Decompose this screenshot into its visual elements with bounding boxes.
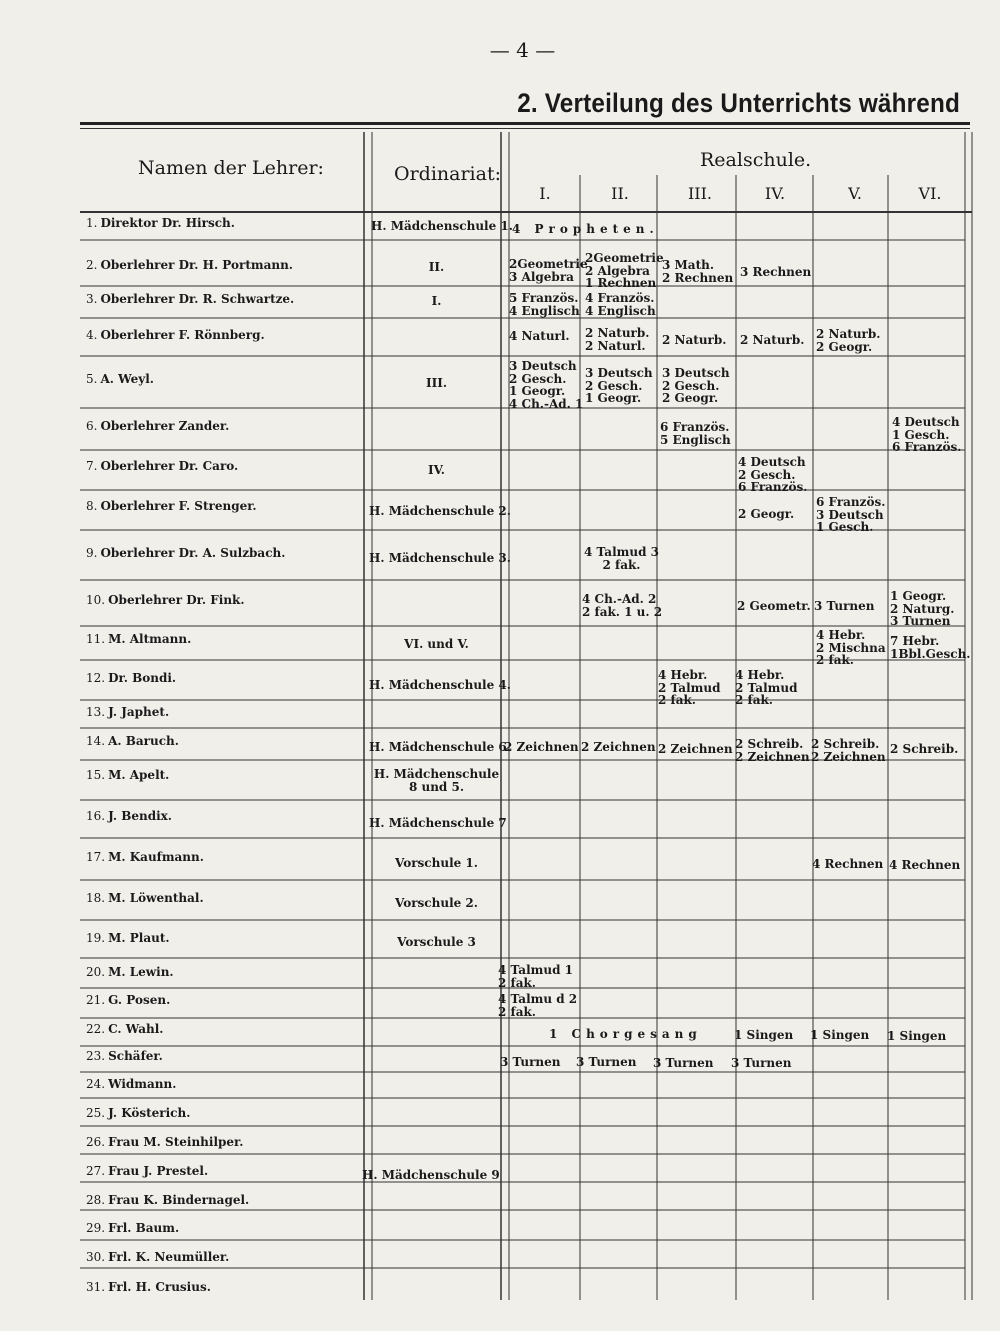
ordinariat-entry: H. Mädchenschule 9 [362, 1168, 500, 1182]
teacher-row [86, 1135, 243, 1149]
teacher-name: Oberlehrer F. Rönnberg. [100, 328, 265, 342]
header-realschule: Realschule. [700, 149, 812, 171]
cell-propheten: 4 Propheten. [512, 222, 659, 236]
teacher-name: Widmann. [108, 1077, 177, 1091]
teacher-name: Oberlehrer Dr. H. Portmann. [100, 258, 293, 272]
teacher-number: 7. [86, 459, 98, 473]
teacher-row [86, 258, 293, 272]
cell: 4 Talmud 3 2 fak. [584, 545, 659, 572]
teacher-name: G. Posen. [108, 993, 171, 1007]
teacher-name: Frl. K. Neumüller. [108, 1250, 230, 1264]
cell: 3 Turnen [653, 1056, 714, 1070]
cell: 4 Hebr. 2 Talmud 2 fak. [658, 668, 721, 707]
teacher-number: 19. [86, 931, 106, 945]
ordinariat-entry: Vorschule 2. [395, 896, 478, 910]
teacher-number: 27. [86, 1164, 106, 1178]
cell: 2 Schreib. 2 Zeichnen [735, 737, 810, 764]
ordinariat-entry: IV. [427, 463, 445, 477]
cell: 2 Naturb. [662, 333, 727, 347]
teacher-number: 31. [86, 1280, 106, 1294]
header-ordinariat: Ordinariat: [394, 163, 501, 185]
teacher-row [86, 372, 154, 386]
top-rule [80, 122, 970, 125]
teacher-number: 1. [86, 216, 98, 230]
teacher-number: 4. [86, 328, 98, 342]
teacher-row [86, 1049, 163, 1063]
cell: 2 Zeichnen [581, 740, 656, 754]
cell: 2 Schreib. 2 Zeichnen [811, 737, 886, 764]
teacher-row [86, 993, 170, 1007]
teacher-row [86, 459, 238, 473]
teacher-name: Frl. Baum. [108, 1221, 180, 1235]
teacher-name: M. Apelt. [108, 768, 170, 782]
ordinariat-entry: H. Mädchenschule 7 [369, 816, 507, 830]
class-header-2: II. [611, 184, 629, 203]
teacher-row [86, 1164, 208, 1178]
teacher-name: J. Kösterich. [108, 1106, 191, 1120]
teacher-number: 6. [86, 419, 98, 433]
cell: 3 Turnen [731, 1056, 792, 1070]
cell: 4 Talmu d 2 2 fak. [498, 992, 578, 1019]
teacher-name: A. Weyl. [100, 372, 154, 386]
teacher-number: 28. [86, 1193, 106, 1207]
cell: 2 Zeichnen [504, 740, 579, 754]
teacher-name: M. Lewin. [108, 965, 174, 979]
teacher-name: Dr. Bondi. [108, 671, 177, 685]
teacher-row [86, 546, 285, 560]
teacher-number: 30. [86, 1250, 106, 1264]
teacher-row [86, 328, 265, 342]
ordinariat-entry: H. Mädchenschule 2. [369, 504, 511, 518]
teacher-row [86, 850, 204, 864]
teacher-name: Oberlehrer F. Strenger. [100, 499, 257, 513]
cell: 2 Zeichnen [658, 742, 733, 756]
teacher-number: 29. [86, 1221, 106, 1235]
teacher-number: 22. [86, 1022, 106, 1036]
teacher-row [86, 891, 204, 905]
teacher-name: Direktor Dr. Hirsch. [100, 216, 235, 230]
teacher-row [86, 593, 245, 607]
teacher-name: J. Bendix. [108, 809, 172, 823]
teacher-row [86, 499, 257, 513]
document-title: 2. Verteilung des Unterrichts während [517, 88, 960, 118]
teacher-row [86, 809, 172, 823]
teacher-row [86, 419, 229, 433]
teacher-row [86, 292, 294, 306]
ordinariat-entry: H. Mädchenschule 3. [369, 551, 511, 565]
teacher-number: 14. [86, 734, 106, 748]
teacher-row [86, 768, 169, 782]
class-header-1: I. [539, 184, 551, 203]
teacher-number: 18. [86, 891, 106, 905]
teacher-row [86, 671, 176, 685]
cell: 5 Französ. 4 Englisch [509, 291, 580, 318]
cell: 3 Turnen [576, 1055, 637, 1069]
teacher-row [86, 1193, 249, 1207]
cell: 2Geometrie 3 Algebra [509, 257, 588, 284]
teacher-name: Frau J. Prestel. [108, 1164, 209, 1178]
teacher-name: M. Löwenthal. [108, 891, 204, 905]
cell: 1 Singen [734, 1028, 794, 1042]
teacher-number: 2. [86, 258, 98, 272]
header-names: Namen der Lehrer: [138, 157, 324, 179]
teacher-number: 24. [86, 1077, 106, 1091]
teacher-name: Oberlehrer Dr. R. Schwartze. [100, 292, 295, 306]
cell: 3 Deutsch 2 Gesch. 1 Geogr. [585, 366, 653, 405]
teacher-row [86, 965, 174, 979]
teacher-row [86, 931, 170, 945]
teacher-row [86, 632, 191, 646]
teacher-row [86, 734, 179, 748]
teacher-number: 23. [86, 1049, 106, 1063]
ordinariat-entry: H. Mädchenschule 1. [371, 219, 513, 233]
teacher-number: 8. [86, 499, 98, 513]
teacher-number: 9. [86, 546, 98, 560]
class-header-5: V. [848, 184, 862, 203]
teacher-name: C. Wahl. [108, 1022, 164, 1036]
cell: 4 Deutsch 1 Gesch. 6 Französ. [892, 415, 962, 454]
class-header-6: VI. [918, 184, 942, 203]
teacher-number: 21. [86, 993, 106, 1007]
ordinariat-entry: VI. und V. [404, 637, 469, 651]
teacher-name: M. Altmann. [108, 632, 192, 646]
cell: 4 Hebr. 2 Mischna 2 fak. [816, 628, 886, 667]
teacher-row [86, 1106, 190, 1120]
teacher-row [86, 216, 235, 230]
cell: 3 Turnen [500, 1055, 561, 1069]
teacher-name: Oberlehrer Dr. Fink. [108, 593, 245, 607]
cell: 3 Deutsch 2 Gesch. 2 Geogr. [662, 366, 730, 405]
cell: 4 Französ. 4 Englisch [585, 291, 656, 318]
teacher-name: Frau K. Bindernagel. [108, 1193, 250, 1207]
teacher-number: 10. [86, 593, 106, 607]
teacher-number: 17. [86, 850, 106, 864]
teacher-number: 16. [86, 809, 106, 823]
teacher-number: 12. [86, 671, 106, 685]
teacher-name: M. Kaufmann. [108, 850, 204, 864]
teacher-name: Frau M. Steinhilper. [108, 1135, 244, 1149]
teacher-number: 25. [86, 1106, 106, 1120]
teacher-row [86, 1221, 179, 1235]
ordinariat-entry: Vorschule 1. [395, 856, 478, 870]
cell: 3 Rechnen [740, 265, 812, 279]
cell: 3 Turnen [814, 599, 875, 613]
teacher-row [86, 1022, 163, 1036]
teacher-name: Schäfer. [108, 1049, 163, 1063]
class-header-4: IV. [764, 184, 786, 203]
ordinariat-entry: II. [428, 260, 445, 274]
cell: 3 Math. 2 Rechnen [662, 258, 734, 285]
cell: 4 Rechnen [889, 858, 961, 872]
cell: 2 Geogr. [738, 507, 795, 521]
cell: 6 Französ. 3 Deutsch 1 Gesch. [816, 495, 886, 534]
ordinariat-entry: Vorschule 3 [397, 935, 476, 949]
ordinariat-entry: H. Mädchenschule 4. [369, 678, 511, 692]
teacher-number: 26. [86, 1135, 106, 1149]
teacher-name: J. Japhet. [108, 705, 170, 719]
cell: 2 Schreib. [890, 742, 959, 756]
ordinariat-entry: H. Mädchenschule 6. [369, 740, 511, 754]
cell: 4 Deutsch 2 Gesch. 6 Französ. [738, 455, 808, 494]
cell: 1 Geogr. 2 Naturg. 3 Turnen [890, 589, 955, 628]
teacher-row [86, 1250, 229, 1264]
cell-chorgesang: 1 Chorgesang [549, 1027, 702, 1041]
cell: 6 Französ. 5 Englisch [660, 420, 731, 447]
cell: 1 Singen [810, 1028, 870, 1042]
teacher-row [86, 1280, 211, 1294]
cell: 2 Naturb. [740, 333, 805, 347]
cell: 2 Naturb. 2 Naturl. [585, 326, 650, 353]
cell: 2 Geometr. [737, 599, 811, 613]
teacher-row [86, 705, 169, 719]
page-number: — 4 — [489, 38, 556, 62]
teacher-name: Frl. H. Crusius. [108, 1280, 211, 1294]
teacher-row [86, 1077, 176, 1091]
teacher-name: Oberlehrer Zander. [100, 419, 230, 433]
top-rule-thin [80, 128, 970, 129]
teacher-number: 13. [86, 705, 106, 719]
ordinariat-entry: I. [431, 294, 442, 308]
teacher-number: 15. [86, 768, 106, 782]
teacher-number: 11. [86, 632, 106, 646]
ordinariat-entry: III. [425, 376, 448, 390]
cell: 2 Naturb. 2 Geogr. [816, 327, 881, 354]
teacher-name: Oberlehrer Dr. Caro. [100, 459, 239, 473]
cell: 3 Deutsch 2 Gesch. 1 Geogr. 4 Ch.-Ad. 1 [509, 359, 584, 411]
teacher-name: A. Baruch. [108, 734, 179, 748]
teacher-number: 3. [86, 292, 98, 306]
cell: 2Geometrie 2 Algebra 1 Rechnen [585, 251, 664, 290]
cell: 4 Ch.-Ad. 2 2 fak. 1 u. 2 [582, 592, 663, 619]
cell: 1 Singen [887, 1029, 947, 1043]
teacher-name: Oberlehrer Dr. A. Sulzbach. [100, 546, 286, 560]
cell: 4 Naturl. [509, 329, 570, 343]
teacher-number: 20. [86, 965, 106, 979]
cell: 4 Hebr. 2 Talmud 2 fak. [735, 668, 798, 707]
teacher-name: M. Plaut. [108, 931, 170, 945]
teacher-number: 5. [86, 372, 98, 386]
cell: 7 Hebr. 1Bbl.Gesch. [890, 634, 971, 661]
ordinariat-entry: H. Mädchenschule 8 und 5. [373, 767, 500, 794]
cell: 4 Talmud 1 2 fak. [498, 963, 573, 990]
cell: 4 Rechnen [812, 857, 884, 871]
class-header-3: III. [687, 184, 713, 203]
